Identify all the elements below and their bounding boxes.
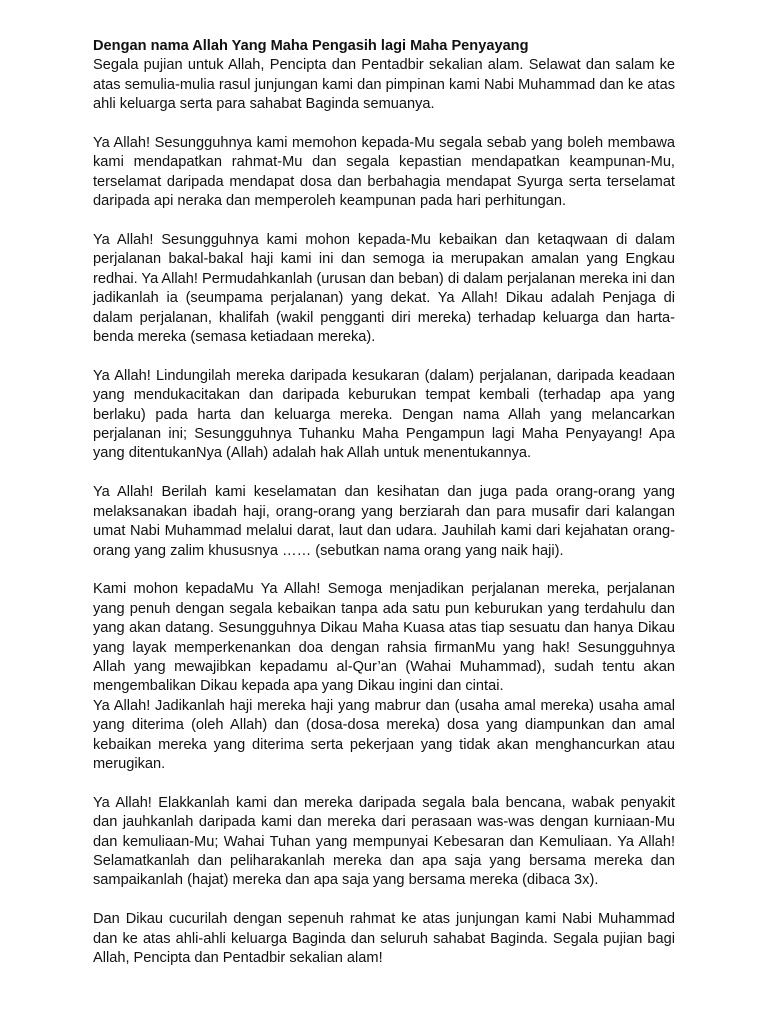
paragraph-prayer-goodness: Kami mohon kepadaMu Ya Allah! Semoga menjadikan perjalanan mereka, perjalanan yang penuh dengan segala kebaikan tanpa ada satu pun keburukan yang terdahulu dan yang akan datang. Sesungguhnya Dikau Maha Kuasa atas tiap sesuatu dan hanya Dikau yang layak memperkenankan doa dengan rahsia firmanMu yang hak! Sesungguhnya Allah yang mewajibkan kepadamu al-Qur’an (Wahai Muhammad), sudah tentu akan mengembalikan Dikau kepada apa yang Dikau ingini dan cintai. (93, 581, 675, 695)
paragraph-opening-praise: Segala pujian untuk Allah, Pencipta dan Pentadbir sekalian alam. Selawat dan salam ke atas semulia-mulia rasul junjungan kami dan pimpinan kami Nabi Muhammad dan ke atas ahli keluarga serta para sahabat Baginda semuanya. (93, 57, 675, 113)
paragraph-closing-salawat: Dan Dikau cucurilah dengan sepenuh rahmat ke atas junjungan kami Nabi Muhammad dan ke atas ahli-ahli keluarga Baginda dan seluruh sahabat Baginda. Segala pujian bagi Allah, Pencipta dan Pentadbir sekalian alam! (93, 911, 675, 966)
paragraph-prayer-safety: Ya Allah! Berilah kami keselamatan dan kesihatan dan juga pada orang-orang yang melaksanakan ibadah haji, orang-orang yang berziarah dan para musafir dari kalangan umat Nabi Muhammad melalui darat, laut dan udara. Jauhilah kami dari kejahatan orang-orang yang zalim khususnya …… (sebutkan nama orang yang naik haji). (93, 484, 675, 559)
paragraph-prayer-journey: Ya Allah! Sesungguhnya kami mohon kepada-Mu kebaikan dan ketaqwaan di dalam perjalanan bakal-bakal haji kami ini dan semoga ia merupakan amalan yang Engkau redhai. Ya Allah! Permudahkanlah (urusan dan beban) di dalam perjalanan mereka ini dan jadikanlah ia (seumpama perjalanan) yang dekat. Ya Allah! Dikau adalah Penjaga di dalam perjalanan, khalifah (wakil pengganti diri mereka) terhadap keluarga dan harta-benda mereka (semasa ketiadaan mereka). (93, 232, 675, 346)
paragraph-prayer-avert-calamity: Ya Allah! Elakkanlah kami dan mereka daripada segala bala bencana, wabak penyakit dan jauhkanlah daripada kami dan mereka dari perasaan was-was dengan kurniaan-Mu dan kemuliaan-Mu; Wahai Tuhan yang mempunyai Kebesaran dan Kemuliaan. Ya Allah! Selamatkanlah dan peliharakanlah mereka dan apa saja yang bersama mereka dan sampaikanlah (hajat) mereka dan apa saja yang bersama mereka (dibaca 3x). (93, 794, 675, 889)
paragraph-prayer-protection: Ya Allah! Lindungilah mereka daripada kesukaran (dalam) perjalanan, daripada keadaan yang mendukacitakan dan daripada keburukan tempat kembali (terhadap apa yang berlaku) pada harta dan keluarga mereka. Dengan nama Allah yang melancarkan perjalanan ini; Sesungguhnya Tuhanku Maha Pengampun lagi Maha Penyayang! Apa yang ditentukanNya (Allah) adalah hak Allah untuk menentukannya. (93, 367, 675, 462)
paragraph-prayer-mercy: Ya Allah! Sesungguhnya kami memohon kepada-Mu segala sebab yang boleh membawa kami mendapatkan rahmat-Mu dan segala kepastian mendapatkan keampunan-Mu, terselamat daripada mendapat dosa dan berbahagia mendapat Syurga serta terselamat daripada api neraka dan memperoleh keampunan pada hari perhitungan. (93, 135, 675, 210)
paragraph-prayer-mabrur: Ya Allah! Jadikanlah haji mereka haji yang mabrur dan (usaha amal mereka) usaha amal yang diterima (oleh Allah) dan (dosa-dosa mereka) dosa yang diampunkan dan amal kebaikan mereka yang diterima serta pekerjaan yang tidak akan menghancurkan atau merugikan. (93, 697, 675, 772)
document-title: Dengan nama Allah Yang Maha Pengasih lagi Maha Penyayang (93, 38, 529, 54)
document-body (93, 37, 675, 968)
